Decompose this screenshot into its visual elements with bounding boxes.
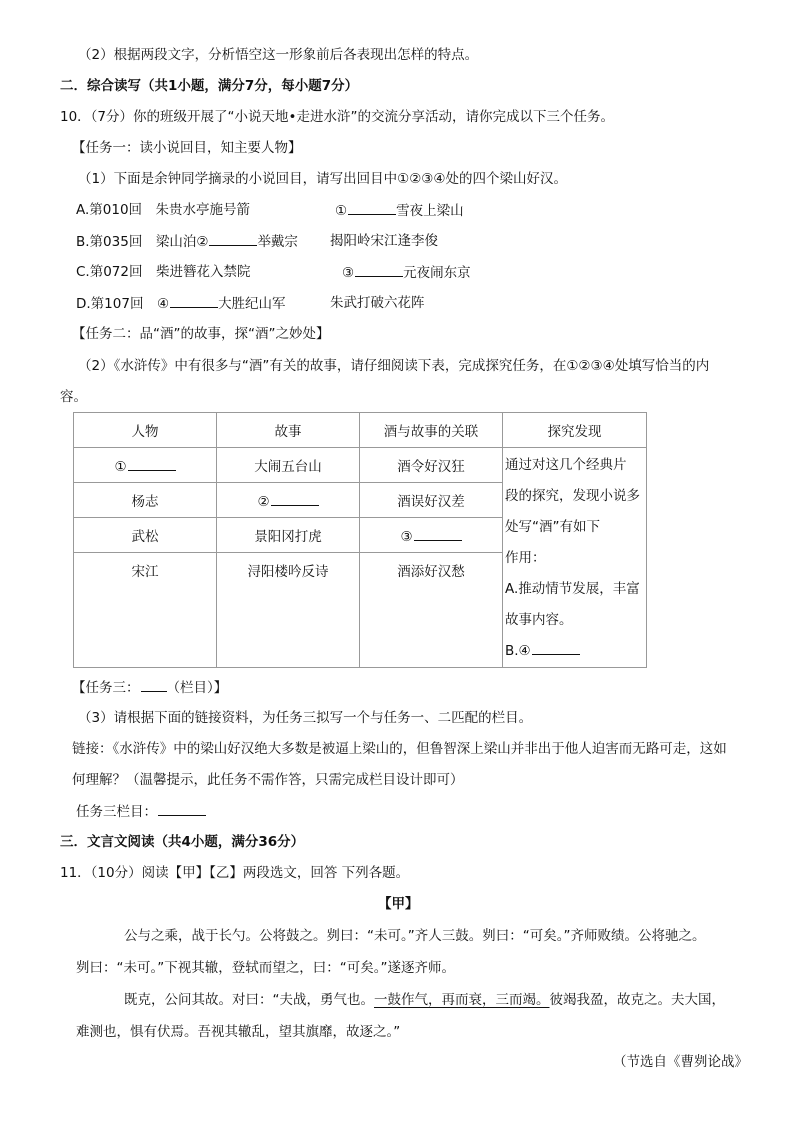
table-cell: ② bbox=[217, 483, 360, 518]
task3-question: （3）请根据下面的链接资料，为任务三拟写一个与任务一、二匹配的栏目。 bbox=[78, 710, 533, 726]
task3-answer: 任务三栏目： bbox=[76, 801, 206, 822]
finding-line: A.推动情节发展，丰富 bbox=[505, 581, 640, 597]
chapter-a-left: A.第010回 朱贵水亭施号箭 bbox=[76, 202, 251, 218]
answer-blank[interactable] bbox=[170, 293, 218, 308]
chapter-b bbox=[76, 231, 298, 252]
table-cell: 浔阳楼吟反诗 bbox=[217, 553, 360, 668]
task2-question-line2: 容。 bbox=[60, 389, 87, 405]
wine-story-table bbox=[73, 412, 647, 668]
finding-cell bbox=[503, 448, 647, 668]
underlined-sentence: 一鼓作气，再而衰，三而竭。 bbox=[374, 992, 550, 1008]
task2-question-line1: （2）《水浒传》中有很多与“酒”有关的故事，请仔细阅读下表，完成探究任务，在①②③④处填写恰当的内 bbox=[78, 358, 710, 374]
table-header: 探究发现 bbox=[503, 413, 647, 448]
finding-line: 作用： bbox=[505, 550, 546, 566]
answer-blank[interactable] bbox=[348, 200, 396, 215]
table-cell: 酒令好汉狂 bbox=[360, 448, 503, 483]
link-line1: 链接：《水浒传》中的梁山好汉绝大多数是被逼上梁山的，但鲁智深上梁山并非出于他人迫害而无路可走，这如 bbox=[72, 741, 727, 757]
chapter-c-left: C.第072回 柴进簪花入禁院 bbox=[76, 264, 251, 280]
passage-para2-line2: 难测也，惧有伏焉。吾视其辙乱，望其旗靡，故逐之。” bbox=[76, 1024, 401, 1040]
task2-title: 【任务二：品“酒”的故事，探“酒”之妙处】 bbox=[72, 326, 330, 342]
table-cell: 宋江 bbox=[74, 553, 217, 668]
table-cell: 大闹五台山 bbox=[217, 448, 360, 483]
task3-title: 【任务三： （栏目）】 bbox=[72, 677, 227, 698]
chapter-a-right bbox=[335, 200, 464, 221]
chapter-c-num: ③ bbox=[342, 265, 355, 281]
table-cell: ③ bbox=[360, 518, 503, 553]
answer-blank[interactable] bbox=[209, 231, 257, 246]
passage-para2-line1: 既克，公问其故。对曰：“夫战，勇气也。一鼓作气，再而衰，三而竭。彼竭我盈，故克之。夫大国， bbox=[124, 992, 725, 1008]
chapter-a-title: 雪夜上梁山 bbox=[396, 203, 464, 219]
table-header: 故事 bbox=[217, 413, 360, 448]
finding-line: 处写“酒”有如下 bbox=[505, 519, 600, 535]
finding-line: 故事内容。 bbox=[505, 612, 573, 628]
passage-source: （节选自《曹刿论战》 bbox=[613, 1054, 748, 1070]
chapter-b-right bbox=[330, 231, 438, 251]
chapter-d-title: 朱武打破六花阵 bbox=[330, 295, 425, 311]
table-cell: 杨志 bbox=[74, 483, 217, 518]
answer-blank[interactable] bbox=[128, 456, 176, 471]
chapter-d-right bbox=[330, 293, 425, 313]
chapter-d bbox=[76, 293, 286, 314]
chapter-d-mid: 大胜纪山军 bbox=[218, 296, 286, 312]
q10-intro: 10．（7分）你的班级开展了“小说天地•走进水浒”的交流分享活动，请你完成以下三个任务。 bbox=[60, 109, 614, 125]
finding-line: 通过对这几个经典片 bbox=[505, 457, 627, 473]
answer-blank[interactable] bbox=[141, 677, 167, 692]
answer-blank[interactable] bbox=[532, 640, 580, 655]
table-cell: 景阳冈打虎 bbox=[217, 518, 360, 553]
chapter-b-title: 揭阳岭宋江逢李俊 bbox=[330, 233, 438, 249]
finding-line-blank: B.④ bbox=[505, 636, 644, 667]
chapter-a bbox=[76, 200, 250, 220]
answer-blank[interactable] bbox=[271, 491, 319, 506]
task1-question: （1）下面是余钟同学摘录的小说回目，请写出回目中①②③④处的四个梁山好汉。 bbox=[78, 171, 567, 187]
table-cell: 武松 bbox=[74, 518, 217, 553]
q11-intro: 11．（10分）阅读【甲】【乙】两段选文，回答 下列各题。 bbox=[60, 865, 410, 881]
answer-blank[interactable] bbox=[158, 801, 206, 816]
chapter-c bbox=[76, 262, 251, 282]
chapter-a-num: ① bbox=[335, 203, 348, 219]
table-header: 人物 bbox=[74, 413, 217, 448]
table-header: 酒与故事的关联 bbox=[360, 413, 503, 448]
table-cell: 酒添好汉愁 bbox=[360, 553, 503, 668]
table-cell: 酒误好汉差 bbox=[360, 483, 503, 518]
chapter-c-title: 元夜闹东京 bbox=[403, 265, 471, 281]
chapter-b-mid: 举戴宗 bbox=[257, 234, 298, 250]
table-cell: ① bbox=[74, 448, 217, 483]
section3-title: 三．文言文阅读（共4小题，满分36分） bbox=[60, 834, 305, 850]
chapter-c-right bbox=[342, 262, 471, 283]
passage-para1-line1: 公与之乘，战于长勺。公将鼓之。刿曰：“未可。”齐人三鼓。刿曰：“可矣。”齐师败绩。公将驰之。 bbox=[124, 928, 706, 944]
q9-part2: （2）根据两段文字，分析悟空这一形象前后各表现出怎样的特点。 bbox=[78, 47, 479, 63]
jia-title: 【甲】 bbox=[378, 896, 419, 912]
chapter-b-left: B.第035回 梁山泊② bbox=[76, 234, 209, 250]
section2-title: 二．综合读写（共1小题，满分7分，每小题7分） bbox=[60, 78, 359, 94]
answer-blank[interactable] bbox=[414, 526, 462, 541]
finding-line: 段的探究，发现小说多 bbox=[505, 488, 640, 504]
passage-para1-line2: 刿曰：“未可。”下视其辙，登轼而望之，曰：“可矣。”遂逐齐师。 bbox=[76, 960, 455, 976]
task1-title: 【任务一：读小说回目，知主要人物】 bbox=[72, 140, 302, 156]
link-line2: 何理解？（温馨提示，此任务不需作答，只需完成栏目设计即可） bbox=[72, 772, 464, 788]
answer-blank[interactable] bbox=[355, 262, 403, 277]
chapter-d-left: D.第107回 ④ bbox=[76, 296, 170, 312]
table-header-row bbox=[74, 413, 647, 448]
table-row bbox=[74, 448, 647, 483]
